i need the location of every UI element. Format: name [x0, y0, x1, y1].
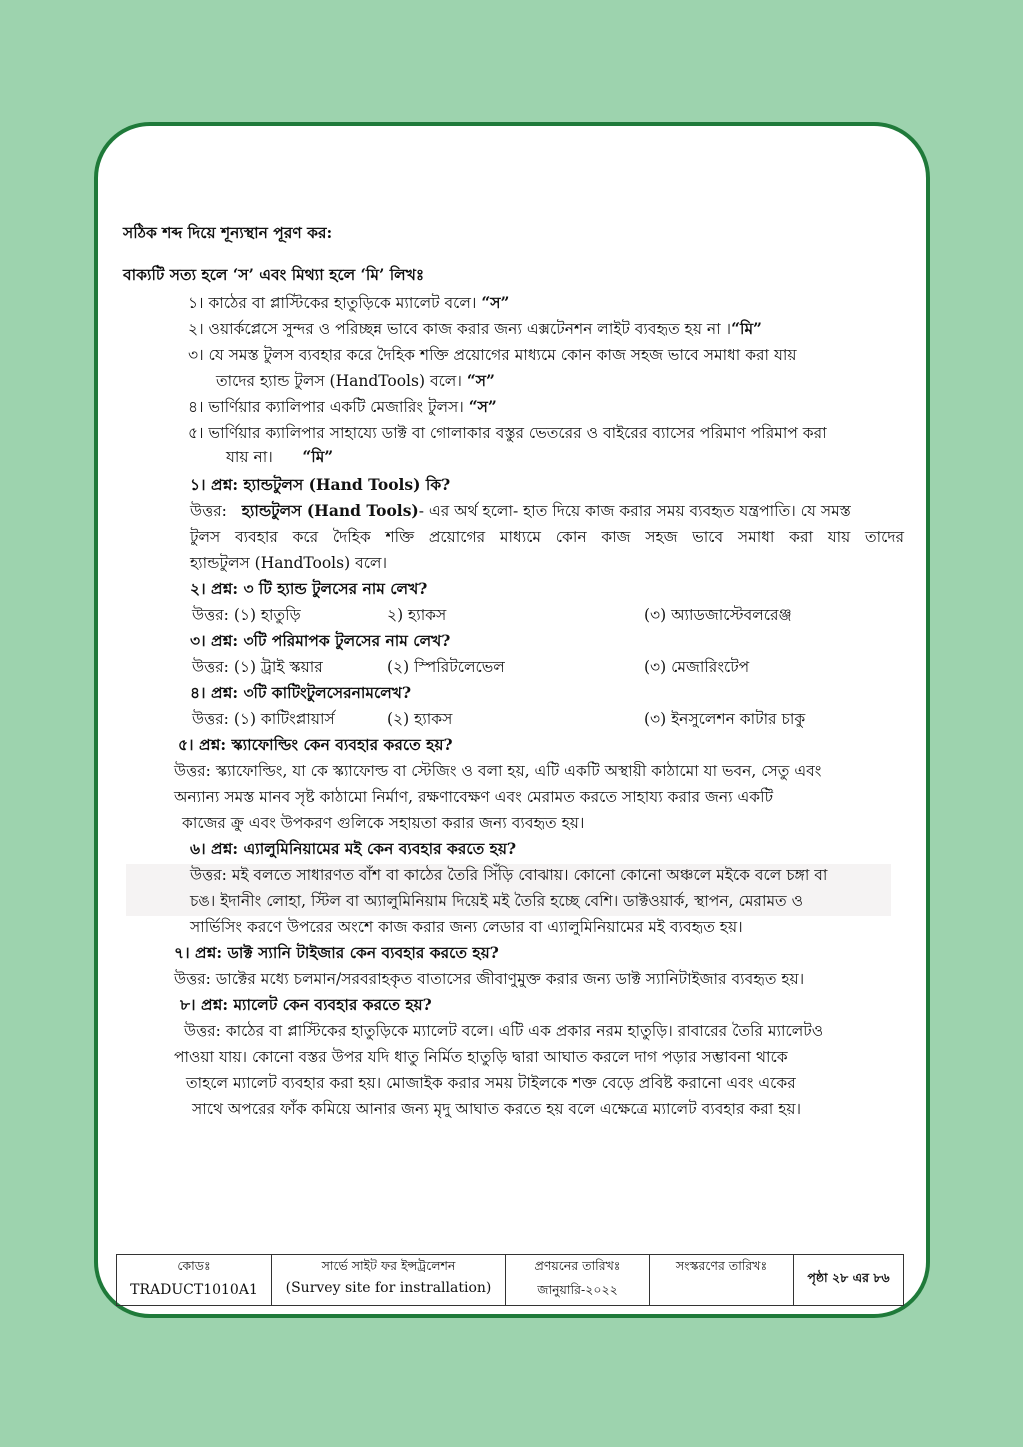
- footer-page-cell: [794, 1255, 904, 1306]
- q3-question: ৩। প্রশ্ন: ৩টি পরিমাপক টুলসের নাম লেখ?: [190, 631, 451, 650]
- q4-question: ৪। প্রশ্ন: ৩টি কাটিংটুলসেরনামলেখ?: [190, 683, 412, 702]
- footer-title-bn: সার্ভে সাইট ফর ইন্সট্রলেশন: [321, 1258, 456, 1273]
- tf-item-2: ২। ওয়ার্কপ্লেসে সুন্দর ও পরিচ্ছন্ন ভাবে কাজ করার জন্য এক্সটেনশন লাইট ব্যবহৃত হয় না ।“মি”: [188, 319, 762, 338]
- q6-answer-line-2: চঙ। ইদানীং লোহা, স্টিল বা অ্যালুমিনিয়াম দিয়েই মই তৈরি হচ্ছে বেশি। ডাক্টওয়ার্ক, স্থাপন, মেরামত ও: [190, 892, 804, 910]
- q6-answer-line-1: উত্তর: মই বলতে সাধারণত বাঁশ বা কাঠের তৈরি সিঁড়ি বোঝায়। কোনো কোনো অঞ্চলে মইকে বলে চঙ্গা বা: [190, 866, 828, 884]
- footer-edition-cell: [650, 1255, 794, 1306]
- q6-question: ৬। প্রশ্ন: এ্যালুমিনিয়ামের মই কেন ব্যবহার করতে হয়?: [190, 839, 517, 858]
- q1-question: ১। প্রশ্ন: হ্যান্ডটুলস (Hand Tools) কি?: [190, 475, 451, 494]
- footer-prep-label: প্রণয়নের তারিখঃ: [534, 1258, 621, 1273]
- q2-answer-1: উত্তর: (১) হাতুড়ি: [192, 606, 301, 624]
- tf-item-4: ৪। ভার্ণিয়ার ক্যালিপার একটি মেজারিং টুলস। “স”: [188, 397, 497, 416]
- tf-item-5: ৫। ভার্ণিয়ার ক্যালিপার সাহায্যে ডাক্ট বা গোলাকার বস্তুর ভেতরের ও বাইরের ব্যাসের পরিমাণ পরিমাপ করা: [188, 424, 827, 442]
- q1-answer-line-2: টুলস ব্যবহার করে দৈহিক শক্তি প্রয়োগের মাধ্যমে কোন কাজ সহজ ভাবে সমাধা করা যায় তাদের: [190, 528, 904, 546]
- q1-answer-line-1: উত্তর: হ্যান্ডটুলস (Hand Tools)- এর অর্থ হলো- হাত দিয়ে কাজ করার সময় ব্যবহৃত যন্ত্রপাতি। যে সমস্ত: [190, 501, 851, 520]
- q3-answer-2: (২) স্পিরিটলেভেল: [387, 658, 505, 676]
- q4-answer-2: (২) হ্যাকস: [387, 710, 453, 728]
- tf-item-3: ৩। যে সমস্ত টুলস ব্যবহার করে দৈহিক শক্তি প্রয়োগের মাধ্যমে কোন কাজ সহজ ভাবে সমাধা করা যায়: [188, 346, 797, 364]
- q5-question: ৫। প্রশ্ন: স্ক্যাফোল্ডিং কেন ব্যবহার করতে হয়?: [178, 735, 453, 754]
- q8-question: ৮। প্রশ্ন: ম্যালেট কেন ব্যবহার করতে হয়?: [180, 995, 432, 1014]
- page-card: [94, 122, 930, 1318]
- footer-title-en: (Survey site for instrallation): [285, 1280, 492, 1296]
- footer-title-cell: [272, 1255, 506, 1306]
- q2-answer-2: ২) হ্যাকস: [387, 606, 447, 624]
- tf-item-5-cont: যায় না। “মি”: [226, 447, 334, 466]
- q4-answer-3: (৩) ইনসুলেশন কাটার চাকু: [644, 710, 806, 728]
- heading-fill-blanks: সঠিক শব্দ দিয়ে শূন্যস্থান পূরণ কর:: [123, 223, 333, 242]
- q7-question: ৭। প্রশ্ন: ডাক্ট স্যানি টাইজার কেন ব্যবহার করতে হয়?: [174, 943, 499, 962]
- q5-answer-line-2: অন্যান্য সমস্ত মানব সৃষ্ট কাঠামো নির্মাণ, রক্ষণাবেক্ষণ এবং মেরামত করতে সাহায্য করার জন্য একটি: [174, 788, 774, 806]
- tf-item-3-cont: তাদের হ্যান্ড টুলস (HandTools) বলে। “স”: [216, 371, 495, 390]
- footer-table: [116, 1254, 904, 1306]
- q2-answer-3: (৩) অ্যাডজাস্টেবলরেঞ্জ: [644, 606, 792, 624]
- q8-answer-line-3: তাহলে ম্যালেট ব্যবহার করা হয়। মোজাইক করার সময় টাইলকে শক্ত বেড়ে প্রবিষ্ট করানো এবং একের: [186, 1074, 796, 1092]
- q2-question: ২। প্রশ্ন: ৩ টি হ্যান্ড টুলসের নাম লেখ?: [190, 579, 428, 598]
- tf-item-1: ১। কাঠের বা প্লাস্টিকের হাতুড়িকে ম্যালেট বলে। “স”: [188, 293, 510, 312]
- footer-page-number: পৃষ্ঠা ২৮ এর ৮৬: [807, 1270, 890, 1285]
- q3-answer-3: (৩) মেজারিংটেপ: [644, 658, 750, 676]
- q8-answer-line-1: উত্তর: কাঠের বা প্লাস্টিকের হাতুড়িকে ম্যালেট বলে। এটি এক প্রকার নরম হাতুড়ি। রাবারের তৈরি ম্যালেটও: [184, 1022, 824, 1040]
- footer-code-value: TRADUCT1010A1: [130, 1282, 258, 1298]
- footer-prep-value: জানুয়ারি-২০২২: [537, 1282, 618, 1297]
- heading-true-false: বাক্যটি সত্য হলে ‘স’ এবং মিথ্যা হলে ‘মি’ লিখঃ: [123, 265, 425, 284]
- q8-answer-line-2: পাওয়া যায়। কোনো বস্তর উপর যদি ধাতু নির্মিত হাতুড়ি দ্বারা আঘাত করলে দাগ পড়ার সম্ভাবনা থাকে: [174, 1048, 788, 1066]
- footer-code-cell: [117, 1255, 272, 1306]
- q7-answer-line-1: উত্তর: ডাক্টের মধ্যে চলমান/সরবরাহকৃত বাতাসের জীবাণুমুক্ত করার জন্য ডাক্ট স্যানিটাইজার ব্যবহৃত হয়।: [174, 970, 805, 988]
- q5-answer-line-1: উত্তর: স্ক্যাফোল্ডিং, যা কে স্ক্যাফোল্ড বা স্টেজিং ও বলা হয়, এটি একটি অস্থায়ী কাঠামো যা ভবন, সেতু এবং: [174, 762, 822, 780]
- q6-answer-line-3: সার্ভিসিং করণে উপরের অংশে কাজ করার জন্য লেডার বা এ্যালুমিনিয়ামের মই ব্যবহৃত হয়।: [190, 918, 743, 936]
- footer-edition-label: সংস্করণের তারিখঃ: [675, 1258, 768, 1273]
- footer-prep-cell: [506, 1255, 650, 1306]
- q4-answer-1: উত্তর: (১) কাটিংপ্লায়ার্স: [192, 710, 335, 728]
- q8-answer-line-4: সাথে অপরের ফাঁক কমিয়ে আনার জন্য মৃদু আঘাত করতে হয় বলে এক্ষেত্রে ম্যালেট ব্যবহার করা হয়।: [192, 1100, 802, 1118]
- q5-answer-line-3: কাজের ক্রু এবং উপকরণ গুলিকে সহায়তা করার জন্য ব্যবহৃত হয়।: [182, 814, 585, 832]
- q1-answer-line-3: হ্যান্ডটুলস (HandTools) বলে।: [190, 554, 388, 572]
- q3-answer-1: উত্তর: (১) ট্রাই স্কয়ার: [192, 658, 323, 676]
- footer-code-label: কোডঃ: [177, 1258, 211, 1273]
